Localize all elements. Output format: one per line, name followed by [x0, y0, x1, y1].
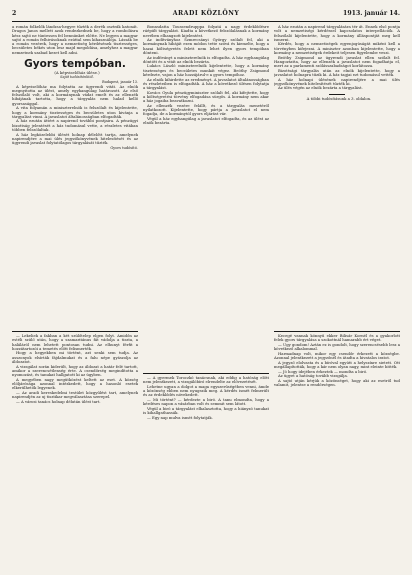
column-3	[274, 25, 400, 328]
article-paragraph: A vita folyamán a miniszterelnök is felszólalt és kijelentette, hogy a kormány tisztességes és becsületes uton kivánja a tárgyalást vinni. A javaslatot általánosságban elfogadták.	[12, 105, 138, 119]
article-signature: Gyors tudósító.	[110, 145, 138, 150]
article-paragraph: A ház ezután áttért a napirend további pontjaira. A pénzügyi bizottság jelentését a ház tudomásul vette, a részletes vitában többen felszólaltak.	[12, 118, 138, 132]
story-paragraph: — A városi tanács holnap délután ülést tart.	[16, 398, 101, 404]
article-paragraph: A ház holnapi ülésének napirendjére a mai ülés jegyzőkönyvének hitelesítését tűzték ki.	[274, 76, 400, 86]
story-paragraph: — Mi történt? — kérdezte a biró. A tanu elmondta, hogy a kérdéses napon a vásárban volt és semmit sem látott.	[143, 397, 269, 407]
section-divider	[329, 94, 345, 95]
lower-column-2	[143, 376, 269, 567]
story-paragraph: Lehetne ugyan a dolgot a maga egyszerűségében venni, ámde a közönség ebben nem nyugszik meg. A kérdés ismét felmerült és az érdeklődés növekedett.	[143, 383, 269, 398]
issue-date: 1913. január 14.	[343, 10, 400, 17]
article-paragraph: Az ellenzék vezére felállt, és a tárgyalás menetéről nyilatkozott. Kijelentette, hogy pártja a javaslatot el nem fogadja, de a kormánytól gyors eljárást vár.	[143, 102, 269, 117]
article-dateline: Budapest, január 13.	[102, 80, 138, 85]
article-paragraph: Bizottsági tárgyalás után az elnök kijelentette, hogy a javaslatot holnapra tűzik ki. A ház tagjai ezt tudomásul vették.	[274, 67, 400, 77]
article-paragraph: Végül a ház egyhangúlag a javaslatot elfogadta, és az ülést az elnök bezárta.	[143, 115, 269, 126]
article-paragraph: A ház ezután a napirend tárgyalására tér át. Ennek első pontja volt a nemzetiségi kérdéssel kapcsolatos interpellációk. A felszólaló kijelentette, hogy a kormány álláspontját meg kell ismerni.	[274, 25, 400, 42]
lower-column-3	[274, 334, 400, 567]
story-paragraph: Végül a biró a tárgyalást elhalasztotta, hogy a hiányzó tanukat is kihallgathassák.	[143, 405, 269, 416]
column-1	[12, 25, 138, 328]
story-paragraph: — Az aradi kereskedelmi testület közgyűlést tart, amelynek napirendjén az uj tisztikar megválasztása szerepel.	[12, 389, 138, 400]
story-paragraph: A vizsgálat során kiderült, hogy az áldozat a határ felé tartott, amikor a szerencsétlenség érte. A csendőrség megindította a nyomozást, és tanukat hallgatott ki az ügyben.	[12, 363, 138, 378]
story-paragraph: — Jó hogy idejében érkeztek — mondta a biró.	[278, 368, 368, 374]
article-headline: Gyors tempóban.	[24, 57, 126, 70]
story-paragraph: A megyében nagy megütközést keltett az eset. A község elöljárósága azonnal intézkedett, hogy a hasonló esetek elkerülhetők legyenek.	[12, 376, 138, 391]
article-paragraph: Az indítványt a miniszterelnök is elfogadta. A ház egyhangúlag döntött és a vitát az elnök bezárta.	[143, 54, 269, 64]
story-paragraph: A sajtó utján kérjük a közönséget, hogy aki az esetről tud valamit, jelentse a rendőrségen.	[274, 377, 400, 388]
section-rule	[143, 373, 269, 374]
newspaper-title: ARADI KÖZLÖNY	[172, 10, 240, 17]
story-paragraph: Harmadnap volt, mikor egy csendőr érkezett a községbe. Azonnal jelentkezett a jegyzőnél és átadta a hivatalos iratot.	[274, 350, 400, 361]
story-paragraph: — Ugy gondom! Aztán ez is gondolt, hogy szerencsésebb lesz a következő alkalommal.	[274, 341, 400, 352]
masthead	[12, 8, 400, 20]
article-paragraph: Kovács Gyula pénzügyminiszter szólalt fel, aki kifejtette, hogy a költségvetési törvény elfogadása sürgős. A kormány nem akar a ház jogaiba beavatkozni.	[143, 89, 269, 104]
article-subhead: (A képviselőház ülése.)	[54, 69, 100, 75]
story-paragraph: A jegyző elolvasta és a bíróval együtt a helyszínre sietett. Ott megállapították, hogy a kár nem olyan nagy, mint eleinte hitték.	[274, 359, 400, 369]
article-paragraph: Beöthy Zsigmond az ügyrendi javaslat ellen szólalt fel. Hangoztatta, hogy az ellenzék a javaslatot nem fogadhatja el, mert az a parlamenti szólásszabadságot korlátozza.	[274, 54, 400, 69]
story-paragraph: — A gyermek Toroczkó tanácsnak, aki eddig a hatóság előtt nem jelentkezett, a vizsgálóbíró elrendelte az elővezetését.	[143, 376, 269, 385]
section-rule	[12, 331, 138, 332]
column-2	[143, 25, 269, 370]
article-paragraph: Az indítványhoz Szmrecsányi György szólalt fel, aki a kormánynak hibáját ezen módon tette szóvá és kiemelte, hogy a hazai költségvetés felett nem lehet ilyen gyors tempóban dönteni.	[143, 37, 269, 55]
masthead-rule	[12, 21, 400, 22]
article-paragraph: A ház legközelebbi ülését holnap délelőtt tartja, amelynek napirendjére a mai ülés jegyzőkönyvének hitelesítését és az ügyrendi javaslat folytatólagos tárgyalását tűzték.	[12, 131, 138, 146]
article-paragraph: Bonnsdatta Toussendrupppa folyatá a nagy érdeklődésre ráépült tárgyalást. Kiadta a következő felszólalásnak a kormány nevében elhangzott kijelentést.	[143, 25, 269, 38]
story-paragraph: — Lekeliek a fakban a két szülőtelep elgen folyt. Amidőn az estéli szülő után, hogy a szamaritánus fát vádolja a tiszta, a haláláról nem lehetett pontosan tudni. Az elhunyt férfit a hozzátartozói a temetés előtt felismerték.	[12, 334, 138, 351]
article-paragraph: Az ülés végén az elnök bezárta a tárgyalást.	[278, 85, 363, 91]
article-paragraph: Az elnök kihirdette az eredményt. A javaslatot általánosságban és részleteiben is elfogadták. A ház a következő ülésen folytatja a tárgyalást.	[143, 76, 269, 91]
lower-column-1	[12, 334, 138, 567]
article-paragraph: A képviselőház ma folytatta az ügyrendi vitát. Az elnök megnyitotta az ülést, amely egyhangúlag határozott. Az első felszólaló volt, aki a kormánynak vádat emelt és az ellenzék hibájának tartotta, hogy a tárgyalás nem halad kellő gyorsasággal.	[12, 83, 138, 106]
story-paragraph: — Egy nap mulva ismét folytatják.	[147, 414, 213, 420]
section-rule	[274, 331, 400, 332]
column-note: A többi tudósításunk a 3. oldalon.	[306, 95, 372, 101]
intro-paragraph: a román folkelők lándzsa-hegyre tűzték a derék osztrák katonát. Dragos Janos mellett azok rendezkednek be, hogy a rombolásra kész sajtó ne tüntessen fel bennünket előtte. Ne legyen a magyar sajtó a román felhivásoknak ezúttal sem kihasználója. Lássák be a román vezérek, hogy a nemzetiség kérdésének tisztességes, becsületes békés uton lesz majd megoldása, amelyhez a magyar nemzetnek szabad kezet kell adni.	[12, 25, 138, 55]
article-paragraph: Lukács László miniszterelnök kijelentette, hogy a kormány tisztességes és becsületes munkát végez. Beöthy Zsigmond kérdezte, vajon a ház hozzájárul-e a gyors tempóhoz.	[143, 63, 269, 77]
story-paragraph: Hogy a hegyekben mi történt, azt senki sem tudja. Az asszonyok elsírták fájdalmukat és a falu népe gyászolja az áldozatot.	[12, 350, 138, 364]
article-paragraph: Kérdés, hogy a nemzetiségek egyenjogúságát miként kell a törvényben kifejezni. A miniszter azonban kijelentette, hogy a kormány a nemzetiségek érdekeit teljesen figyelembe veszi.	[274, 41, 400, 55]
story-paragraph: Az ügyet a hatóság tovább vizsgálja.	[278, 373, 348, 379]
story-paragraph: Kecegé vannak könnyű ekker Bilisár Kornél és a gyakorlott felek gyors tárgyalása a szokottnál hamarabb ért véget.	[274, 334, 400, 343]
page-number: 2	[12, 10, 17, 17]
article-byline: Saját tudósítónktól.	[60, 75, 94, 80]
